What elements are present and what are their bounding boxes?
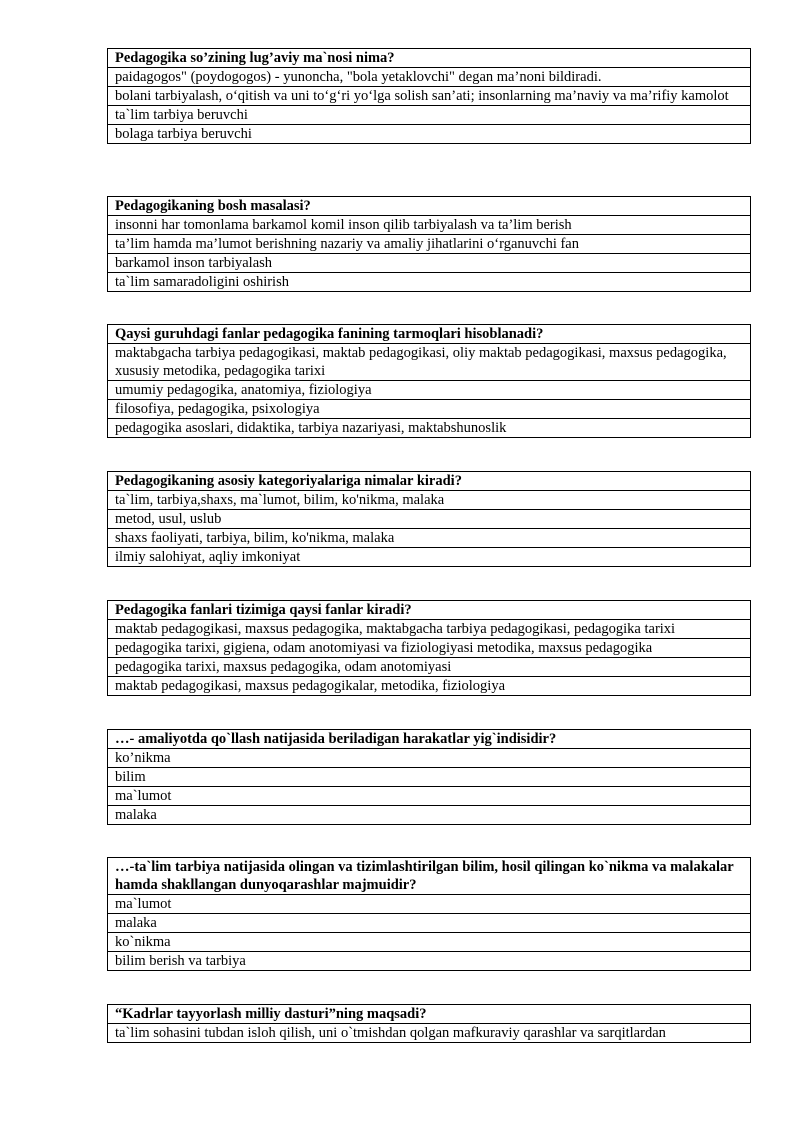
question-block: [107, 729, 751, 825]
answer-option: bilim: [108, 768, 751, 787]
answer-option: filosofiya, pedagogika, psixologiya: [108, 400, 751, 419]
question-text: Pedagogikaning bosh masalasi?: [108, 197, 751, 216]
answer-option: bolani tarbiyalash, oʻqitish va uni toʻgʻri yoʻlga solish san’ati; insonlarning ma’naviy va ma’rifiy kamolot: [108, 87, 751, 106]
answer-option: ta`lim samaradoligini oshirish: [108, 273, 751, 292]
question-block: [107, 600, 751, 696]
answer-option: malaka: [108, 914, 751, 933]
answer-option: ilmiy salohiyat, aqliy imkoniyat: [108, 548, 751, 567]
answer-option: ta`lim tarbiya beruvchi: [108, 106, 751, 125]
question-text: “Kadrlar tayyorlash milliy dasturi”ning maqsadi?: [108, 1005, 751, 1024]
answer-option: paidagogos" (poydogogos) - yunoncha, "bola yetaklovchi" degan ma’noni bildiradi.: [108, 68, 751, 87]
answer-option: ta`lim sohasini tubdan isloh qilish, uni o`tmishdan qolgan mafkuraviy qarashlar va sarqitlardan: [108, 1024, 751, 1043]
answer-option: ko`nikma: [108, 933, 751, 952]
question-text: Pedagogikaning asosiy kategoriyalariga nimalar kiradi?: [108, 472, 751, 491]
answer-option: pedagogika tarixi, maxsus pedagogika, odam anotomiyasi: [108, 658, 751, 677]
question-block: [107, 48, 751, 144]
question-block: [107, 196, 751, 292]
answer-option: maktabgacha tarbiya pedagogikasi, maktab pedagogikasi, oliy maktab pedagogikasi, maxsus pedagogika, xususiy metodika, pedagogika tarixi: [108, 344, 751, 381]
answer-option: ta`lim, tarbiya,shaxs, ma`lumot, bilim, ko'nikma, malaka: [108, 491, 751, 510]
answer-option: shaxs faoliyati, tarbiya, bilim, ko'nikma, malaka: [108, 529, 751, 548]
answer-option: malaka: [108, 806, 751, 825]
answer-option: maktab pedagogikasi, maxsus pedagogika, maktabgacha tarbiya pedagogikasi, pedagogika tarixi: [108, 620, 751, 639]
answer-option: ta’lim hamda ma’lumot berishning nazariy va amaliy jihatlarini oʻrganuvchi fan: [108, 235, 751, 254]
question-text: …- amaliyotda qo`llash natijasida beriladigan harakatlar yig`indisidir?: [108, 730, 751, 749]
answer-option: pedagogika asoslari, didaktika, tarbiya nazariyasi, maktabshunoslik: [108, 419, 751, 438]
answer-option: pedagogika tarixi, gigiena, odam anotomiyasi va fiziologiyasi metodika, maxsus pedagogika: [108, 639, 751, 658]
answer-option: metod, usul, uslub: [108, 510, 751, 529]
question-block: [107, 324, 751, 438]
answer-option: bilim berish va tarbiya: [108, 952, 751, 971]
answer-option: ma`lumot: [108, 787, 751, 806]
question-block: [107, 471, 751, 567]
question-text: Pedagogika so’zining lug’aviy ma`nosi nima?: [108, 49, 751, 68]
answer-option: ma`lumot: [108, 895, 751, 914]
question-block: [107, 857, 751, 971]
question-text: Qaysi guruhdagi fanlar pedagogika fanining tarmoqlari hisoblanadi?: [108, 325, 751, 344]
question-text: …-ta`lim tarbiya natijasida olingan va tizimlashtirilgan bilim, hosil qilingan ko`nikma va malakalar hamda shakllangan dunyoqarashlar majmuidir?: [108, 858, 751, 895]
question-block: [107, 1004, 751, 1043]
answer-option: umumiy pedagogika, anatomiya, fiziologiya: [108, 381, 751, 400]
answer-option: insonni har tomonlama barkamol komil inson qilib tarbiyalash va ta’lim berish: [108, 216, 751, 235]
answer-option: maktab pedagogikasi, maxsus pedagogikalar, metodika, fiziologiya: [108, 677, 751, 696]
answer-option: bolaga tarbiya beruvchi: [108, 125, 751, 144]
question-text: Pedagogika fanlari tizimiga qaysi fanlar kiradi?: [108, 601, 751, 620]
answer-option: barkamol inson tarbiyalash: [108, 254, 751, 273]
answer-option: ko’nikma: [108, 749, 751, 768]
